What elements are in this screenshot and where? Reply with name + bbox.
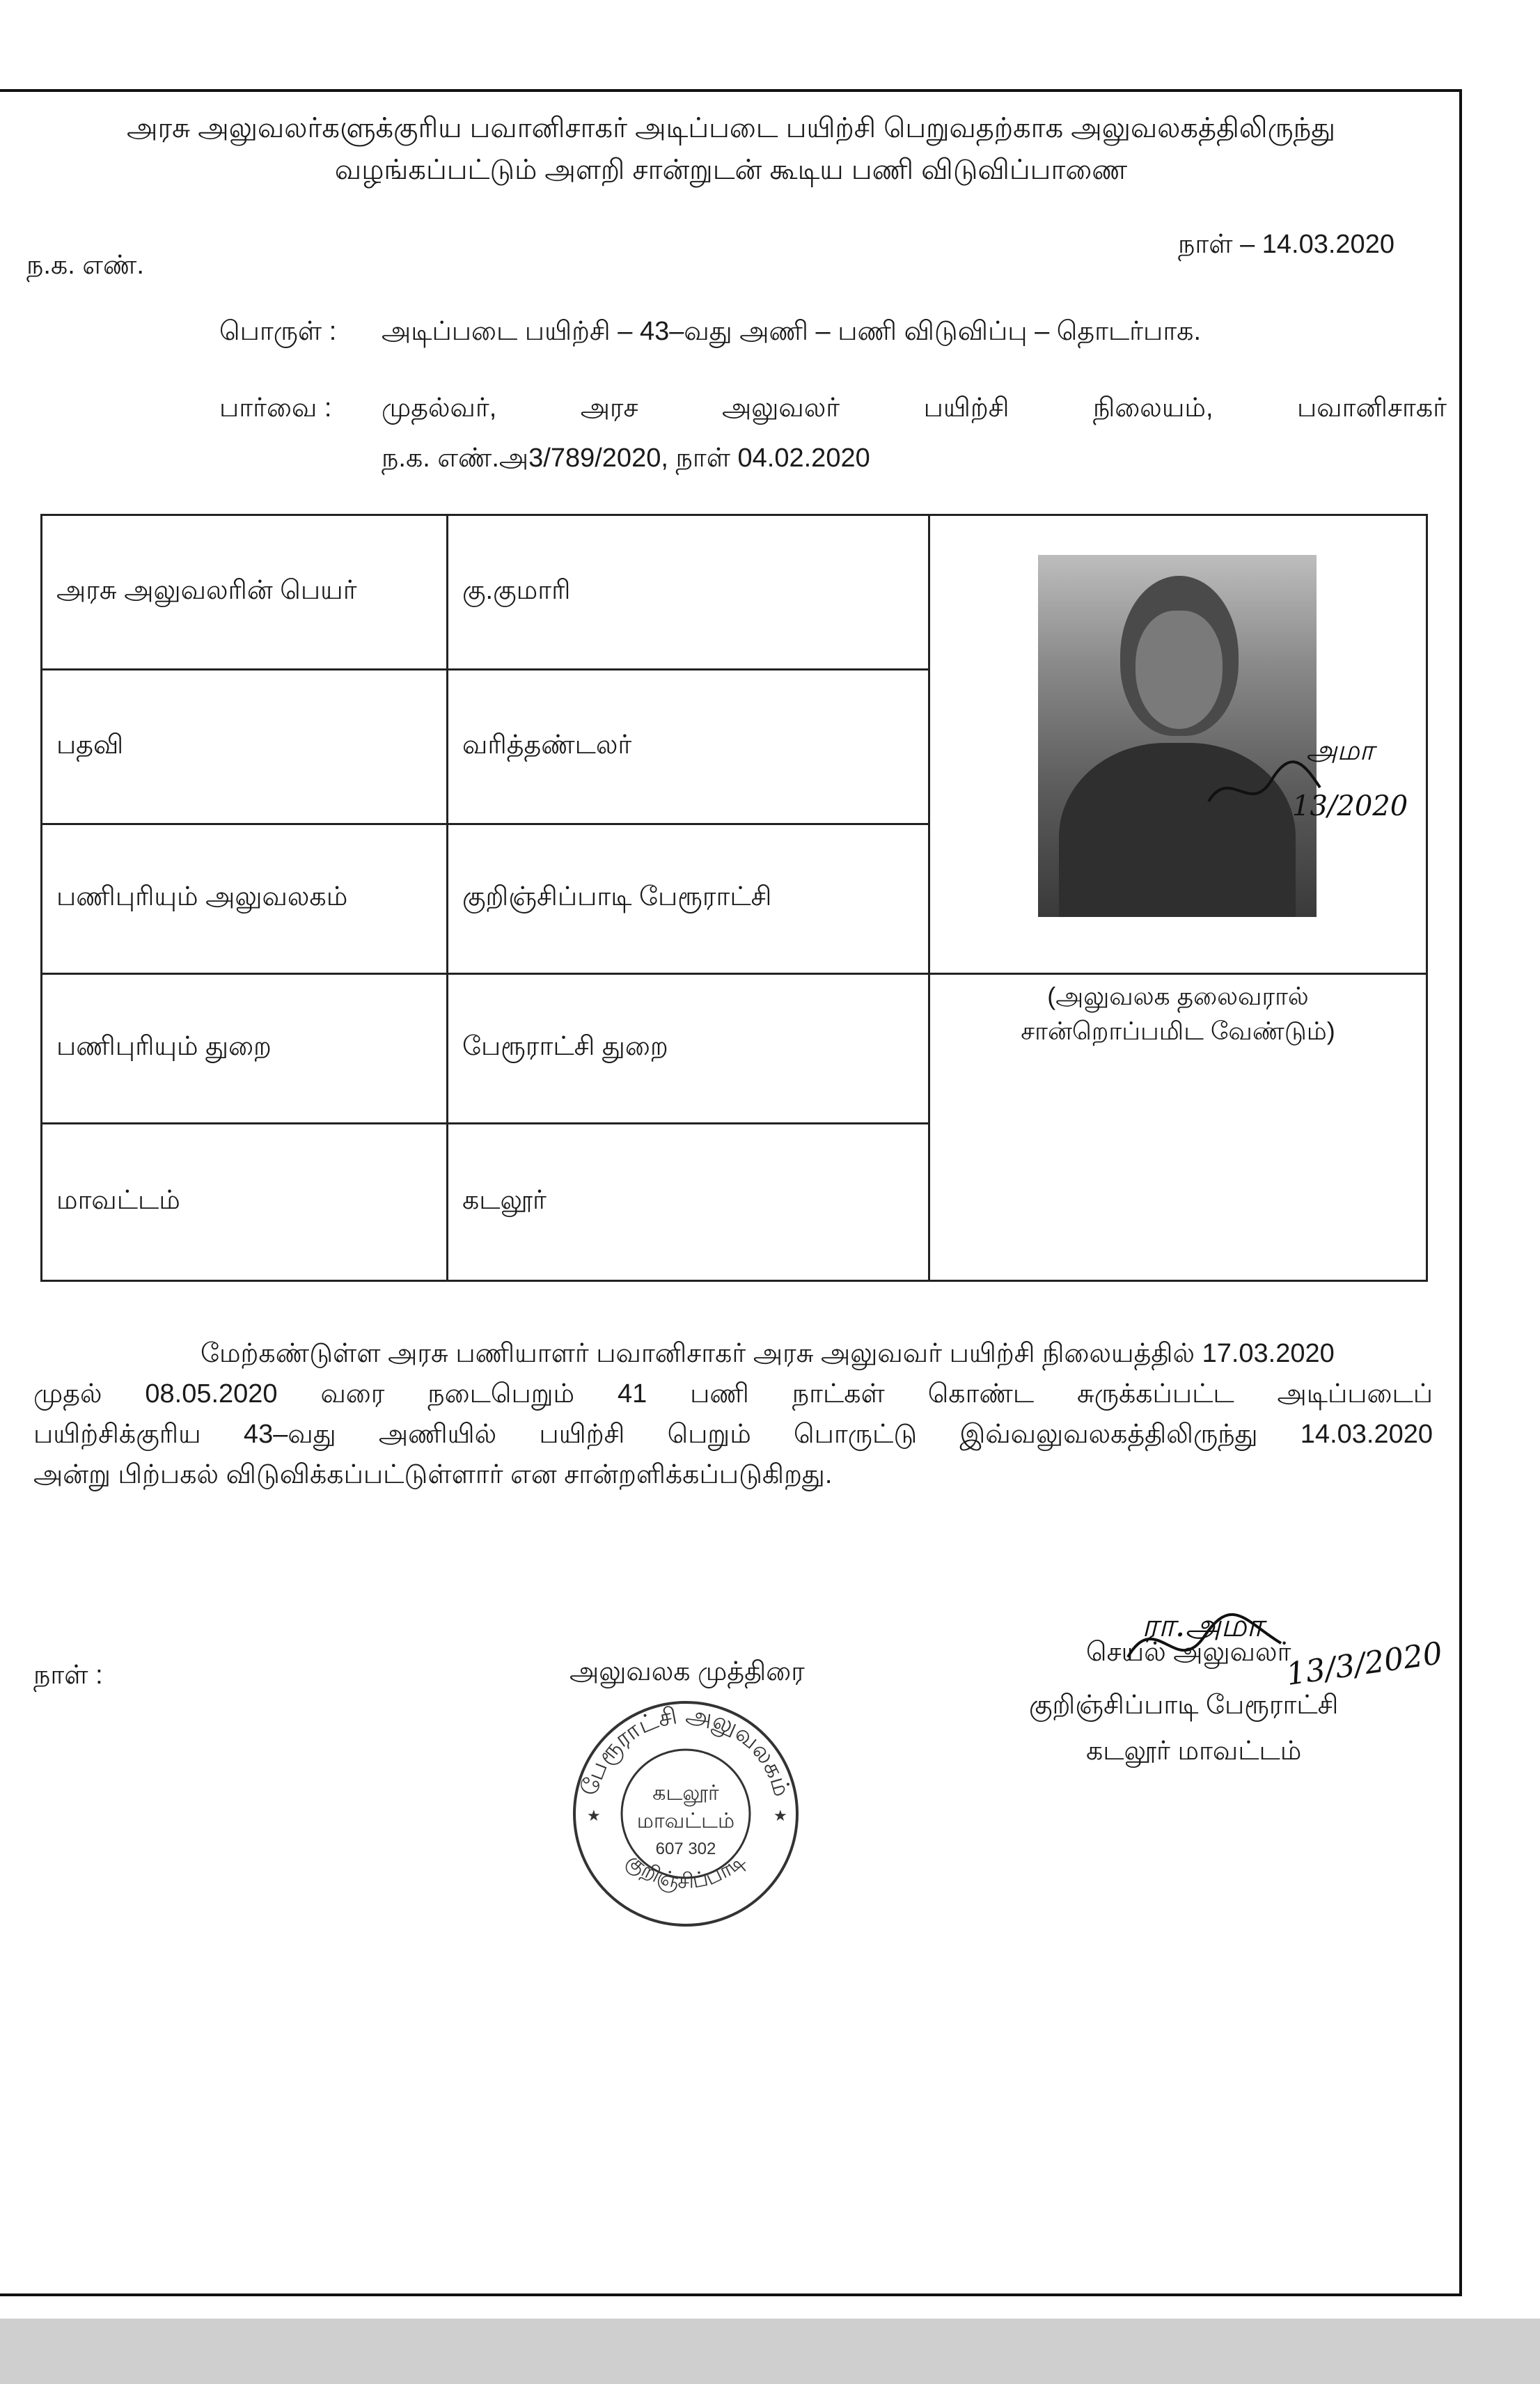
photo-signature-date: 13/2020 [1292, 790, 1408, 822]
detail-value: வரித்தண்டலர் [448, 670, 929, 824]
paragraph-line: அன்று பிற்பகல் விடுவிக்கப்பட்டுள்ளார் என சான்றளிக்கப்படுகிறது. [33, 1460, 833, 1489]
paragraph-line: பயிற்சிக்குரிய 43–வது அணியில் பயிற்சி பெறும் பொருட்டு இவ்வலுவலகத்திலிருந்து 14.03.2020 [33, 1420, 1433, 1449]
reference-line2: ந.க. எண்.அ3/789/2020, நாள் 04.02.2020 [382, 444, 870, 473]
paragraph-line: முதல் 08.05.2020 வரை நடைபெறும் 41 பணி நாட்கள் கொண்ட சுருக்கப்பட்ட அடிப்படைப் [33, 1379, 1433, 1409]
scan-edge-band [0, 2319, 1540, 2384]
reference-word: நிலையம், [1092, 393, 1213, 423]
photo-cell [929, 515, 1427, 974]
seal-outer-bottom: குறிஞ்சிப்பாடி [622, 1849, 749, 1893]
officer-signature-text: ரா.அமா [1142, 1606, 1264, 1644]
employee-details-table [40, 514, 1428, 1282]
seal-inner-pincode: 607 302 [655, 1840, 716, 1858]
reference-line1 [382, 393, 1447, 427]
detail-value: பேரூராட்சி துறை [448, 974, 929, 1124]
photo-caption [930, 979, 1426, 1049]
footer-date-label: நாள் : [33, 1661, 103, 1690]
subject-text: அடிப்படை பயிற்சி – 43–வது அணி – பணி விடுவிப்பு – தொடர்பாக. [382, 317, 1202, 346]
detail-value: கு.குமாரி [448, 515, 929, 670]
officer-signature-date: 13/3/2020 [1284, 1635, 1445, 1693]
detail-value: குறிஞ்சிப்பாடி பேரூராட்சி [448, 824, 929, 974]
reference-word: அரச [580, 393, 638, 423]
seal-star-icon: ★ [587, 1807, 601, 1825]
signatory-district: கடலூர் மாவட்டம் [1086, 1736, 1302, 1766]
detail-value: கடலூர் [448, 1124, 929, 1281]
photo-signature-text: அமா [1306, 735, 1374, 767]
signatory-designation: செயல் அலுவலர் [1086, 1638, 1291, 1667]
seal-label: அலுவலக முத்திரை [569, 1657, 805, 1686]
document-title-line1: அரசு அலுவலர்களுக்குரிய பவானிசாகர் அடிப்படை பயிற்சி பெறுவதற்காக அலுவலகத்திலிருந்து [126, 113, 1335, 143]
photo-caption-line2: சான்றொப்பமிட வேண்டும்) [1021, 1017, 1335, 1045]
detail-label: பணிபுரியும் அலுவலகம் [42, 824, 448, 974]
paragraph-line: மேற்கண்டுள்ள அரசு பணியாளர் பவானிசாகர் அரசு அலுவவர் பயிற்சி நிலையத்தில் 17.03.2020 [201, 1339, 1335, 1368]
reference-word: அலுவலர் [722, 393, 840, 423]
reference-word: முதல்வர், [382, 393, 497, 423]
reference-word: பவானிசாகர் [1296, 393, 1447, 423]
photo-caption-line1: (அலுவலக தலைவரால் [1047, 982, 1309, 1010]
detail-label: பதவி [42, 670, 448, 824]
subject-label: பொருள் : [219, 317, 337, 346]
detail-label: அரசு அலுவலரின் பெயர் [42, 515, 448, 670]
photo-signature [1202, 725, 1417, 836]
table-row [42, 515, 1427, 670]
seal-outer-top: பேரூராட்சி அலுவலகம் [575, 1701, 796, 1800]
reference-word: பயிற்சி [923, 393, 1009, 423]
reference-label: பார்வை : [219, 393, 332, 423]
officer-signature [1114, 1594, 1476, 1713]
signatory-office: குறிஞ்சிப்பாடி பேரூராட்சி [1029, 1691, 1339, 1720]
photo-caption-cell [929, 974, 1427, 1281]
seal-inner-line1: கடலூர் [652, 1782, 719, 1805]
document-title-line2: வழங்கப்பட்டும் அளறி சான்றுடன் கூடிய பணி விடுவிப்பாணை [334, 155, 1128, 185]
seal-inner-line2: மாவட்டம் [636, 1810, 735, 1833]
reference-number-label: ந.க. எண். [26, 251, 144, 280]
detail-label: பணிபுரியும் துறை [42, 974, 448, 1124]
document-date: நாள் – 14.03.2020 [1178, 230, 1394, 259]
office-seal-stamp [567, 1695, 804, 1932]
certificate-paragraph [33, 1333, 1433, 1495]
detail-label: மாவட்டம் [42, 1124, 448, 1281]
seal-star-icon: ★ [773, 1807, 787, 1825]
table-row [42, 974, 1427, 1124]
